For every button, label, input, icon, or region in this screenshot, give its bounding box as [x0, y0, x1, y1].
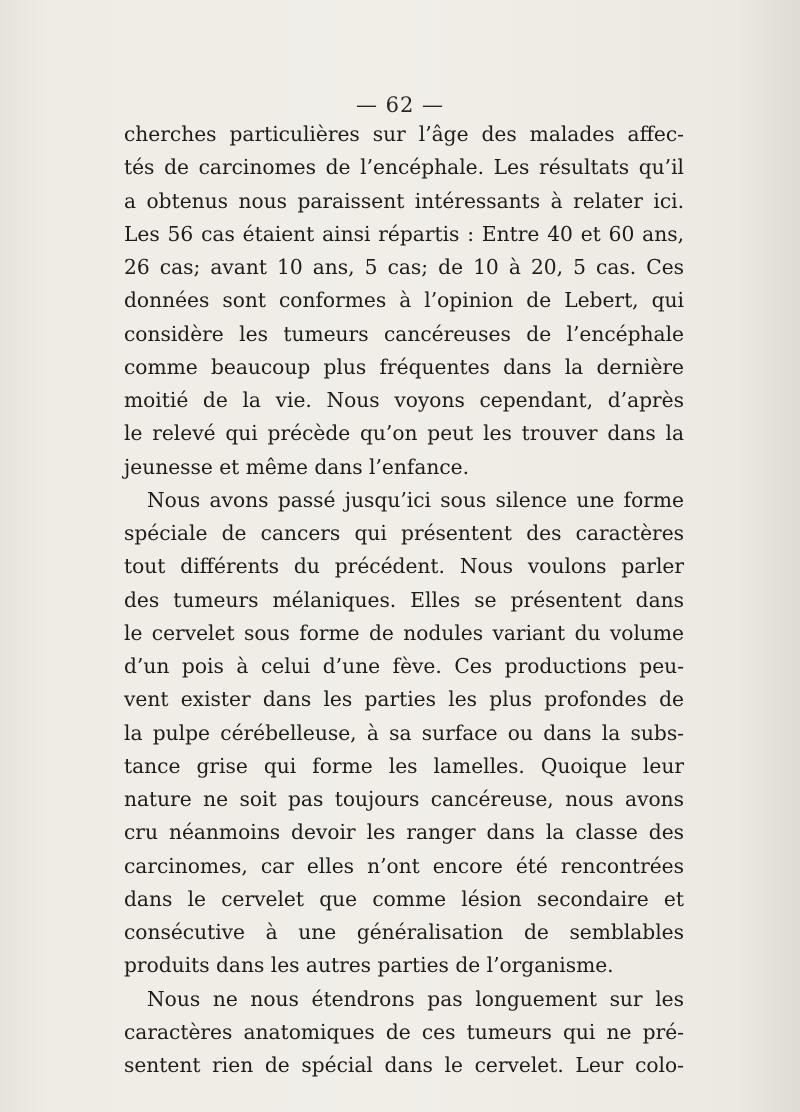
- text-line: sentent rien de spécial dans le cervelet. Leur colo-: [124, 1053, 684, 1077]
- text-line: caractères anatomiques de ces tumeurs qui ne pré-: [124, 1019, 684, 1044]
- text-line: la pulpe cérébelleuse, à sa surface ou dans la subs-: [124, 720, 684, 745]
- text-line: tés de carcinomes de l’encéphale. Les résultats qu’il: [124, 155, 684, 180]
- text-line: moitié de la vie. Nous voyons cependant, d’après: [124, 388, 684, 412]
- text-line: considère les tumeurs cancéreuses de l’encéphale: [124, 321, 684, 346]
- body-text: [124, 118, 684, 1082]
- text-line: cru néanmoins devoir les ranger dans la classe des: [124, 820, 684, 845]
- text-line: Nous ne nous étendrons pas longuement sur les: [147, 986, 684, 1011]
- text-line: cherches particulières sur l’âge des malades affec-: [124, 122, 684, 146]
- text-line: d’un pois à celui d’une fève. Ces productions peu-: [124, 654, 684, 678]
- page-number: — 62 —: [355, 93, 445, 117]
- text-line: comme beaucoup plus fréquentes dans la dernière: [124, 354, 684, 379]
- text-line: le cervelet sous forme de nodules variant du volume: [124, 620, 684, 645]
- text-line: consécutive à une généralisation de semblables: [124, 920, 684, 944]
- text-line: jeunesse et même dans l’enfance.: [124, 454, 470, 479]
- text-line: spéciale de cancers qui présentent des caractères: [124, 521, 684, 545]
- text-line: des tumeurs mélaniques. Elles se présentent dans: [124, 587, 684, 612]
- text-line: vent exister dans les parties les plus profondes de: [124, 687, 684, 712]
- text-line: Nous avons passé jusqu’ici sous silence une forme: [147, 487, 684, 512]
- text-line: nature ne soit pas toujours cancéreuse, nous avons: [124, 787, 684, 811]
- text-line: dans le cervelet que comme lésion secondaire et: [124, 886, 684, 911]
- text-line: le relevé qui précède qu’on peut les trouver dans la: [124, 421, 684, 446]
- text-line: 26 cas; avant 10 ans, 5 cas; de 10 à 20, 5 cas. Ces: [124, 255, 684, 279]
- text-line: produits dans les autres parties de l’organisme.: [124, 953, 614, 978]
- text-line: Les 56 cas étaient ainsi répartis : Entre 40 et 60 ans,: [124, 221, 684, 246]
- text-line: a obtenus nous paraissent intéressants à relater ici.: [124, 188, 684, 213]
- text-line: carcinomes, car elles n’ont encore été rencontrées: [124, 853, 684, 878]
- text-line: données sont conformes à l’opinion de Lebert, qui: [124, 288, 684, 313]
- text-line: tance grise qui forme les lamelles. Quoique leur: [124, 753, 684, 778]
- text-line: tout différents du précédent. Nous voulons parler: [124, 554, 684, 579]
